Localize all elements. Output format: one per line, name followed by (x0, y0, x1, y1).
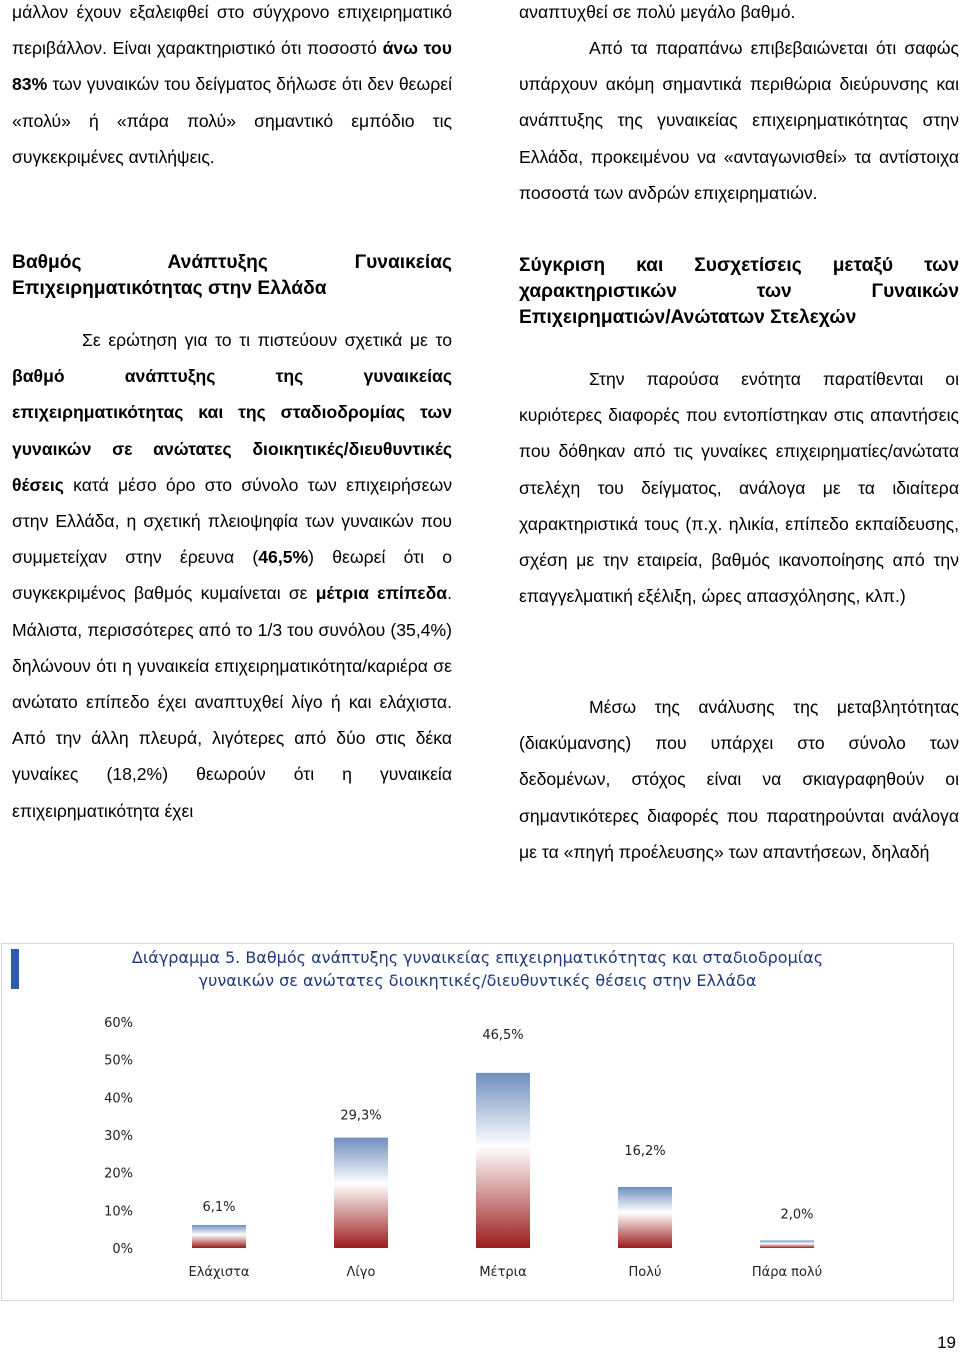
right-paragraph-4: Μέσω της ανάλυσης της μεταβλητότητας (διακύμανσης) που υπάρχει στο σύνολο των δεδομένων, στόχος είναι να σκιαγραφηθούν οι σημαντικότερες διαφορές που παρατηρούνται ανάλογα με τα «πηγή προέλευσης» των απαντήσεων, δηλαδή (519, 697, 959, 862)
bar-5 (760, 1240, 814, 1248)
value-label-4: 16,2% (624, 1143, 666, 1159)
left-p2-bold-1: βαθμό ανάπτυξης της γυναικείας επιχειρηματικότητας και της σταδιοδρομίας των γυναικών σε ανώτατες διοικητικές/διευθυντικές θέσεις (12, 366, 452, 495)
value-label-2: 29,3% (340, 1108, 382, 1124)
y-tick-label: 0% (112, 1242, 133, 1257)
value-label-5: 2,0% (780, 1207, 814, 1223)
y-tick-label: 50% (104, 1053, 133, 1069)
left-section-heading: Βαθμός Ανάπτυξης Γυναικείας Επιχειρηματικότητας στην Ελλάδα (12, 252, 452, 299)
y-tick-label: 40% (104, 1091, 133, 1107)
chart-frame (1, 943, 954, 1301)
left-p2-c: κατά μέσο όρο στο σύνολο των επιχειρήσεων στην Ελλάδα, η σχετική πλειοψηφία των γυναικών που συμμετείχαν στην έρευνα ( (12, 474, 453, 568)
left-p2-e: ) θεωρεί ότι ο συγκεκριμένος βαθμός κυμαίνεται σε (12, 547, 453, 604)
left-paragraph-2 (12, 322, 452, 829)
bar-4 (618, 1187, 672, 1248)
bar-chart (2, 944, 953, 1300)
left-p1-end: των γυναικών του δείγματος δήλωσε ότι δεν θεωρεί «πολύ» ή «πάρα πολύ» σημαντικό εμπόδιο τις συγκεκριμένες αντιλήψεις. (12, 74, 452, 167)
left-p1-text: μάλλον έχουν εξαλειφθεί στο σύγχρονο επιχειρηματικό περιβάλλον. Είναι χαρακτηριστικό ότι ποσοστό (12, 2, 452, 59)
category-label-4: Πολύ (628, 1265, 662, 1280)
left-p2-bold-3: μέτρια επίπεδα (315, 583, 448, 604)
left-p2-a: Σε ερώτηση για το τι πιστεύουν σχετικά με το (82, 330, 452, 350)
left-paragraph-1 (12, 0, 452, 175)
bar-3 (476, 1073, 530, 1248)
value-label-3: 46,5% (482, 1027, 524, 1043)
y-tick-label: 20% (104, 1166, 133, 1182)
category-label-1: Ελάχιστα (188, 1265, 250, 1280)
right-paragraph-3: Στην παρούσα ενότητα παρατίθενται οι κυριότερες διαφορές που εντοπίστηκαν στις απαντήσεις που δόθηκαν από τις γυναίκες επιχειρηματίες/ανώτατα στελέχη του δείγματος, ανάλογα με τα ιδιαίτερα χαρακτηριστικά τους (π.χ. ηλικία, επίπεδο εκπαίδευσης, σχέση με την εταιρεία, βαθμός ικανοποίησης από την επαγγελματική εξέλιξη, ώρες απασχόλησης, κλπ.) (519, 369, 959, 607)
left-p2-g: . Μάλιστα, περισσότερες από το 1/3 του συνόλου (35,4%) δηλώνουν ότι η γυναικεία επιχειρηματικότητα/καριέρα σε ανώτατο επίπεδο έχει αναπτυχθεί λίγο ή και ελάχιστα. Από την άλλη πλευρά, λιγότερες από δύο στις δέκα γυναίκες (18,2%) θεωρούν ότι η γυναικεία επιχειρηματικότητα έχει (12, 583, 453, 821)
category-label-2: Λίγο (346, 1265, 376, 1280)
right-section-heading: Σύγκριση και Συσχετίσεις μεταξύ των χαρακτηριστικών των Γυναικών Επιχειρηματιών/Ανώτατων Στελεχών (519, 255, 959, 328)
left-p2-bold-2: 46,5% (258, 547, 309, 568)
chart-title-line-1: Διάγραμμα 5. Βαθμός ανάπτυξης γυναικείας επιχειρηματικότητας και σταδιοδρομίας (131, 948, 824, 967)
y-tick-label: 10% (104, 1204, 133, 1220)
right-paragraph-1: αναπτυχθεί σε πολύ μεγάλο βαθμό. (519, 2, 796, 22)
right-paragraph-2: Από τα παραπάνω επιβεβαιώνεται ότι σαφώς υπάρχουν ακόμη σημαντικά περιθώρια διεύρυνσης και ανάπτυξης της γυναικείας επιχειρηματικότητας στην Ελλάδα, προκειμένου να «ανταγωνισθεί» τα αντίστοιχα ποσοστά των ανδρών επιχειρηματιών. (519, 38, 959, 203)
y-tick-label: 60% (104, 1016, 133, 1031)
bar-2 (334, 1138, 388, 1248)
chart-title-line-2: γυναικών σε ανώτατες διοικητικές/διευθυντικές θέσεις στην Ελλάδα (198, 971, 757, 990)
page-number: 19 (937, 1333, 956, 1352)
left-p1-bold: άνω του 83% (12, 38, 453, 95)
value-label-1: 6,1% (202, 1200, 236, 1216)
y-tick-label: 30% (104, 1129, 133, 1144)
category-label-3: Μέτρια (479, 1265, 527, 1280)
bar-1 (192, 1225, 246, 1248)
category-label-5: Πάρα πολύ (751, 1265, 823, 1280)
